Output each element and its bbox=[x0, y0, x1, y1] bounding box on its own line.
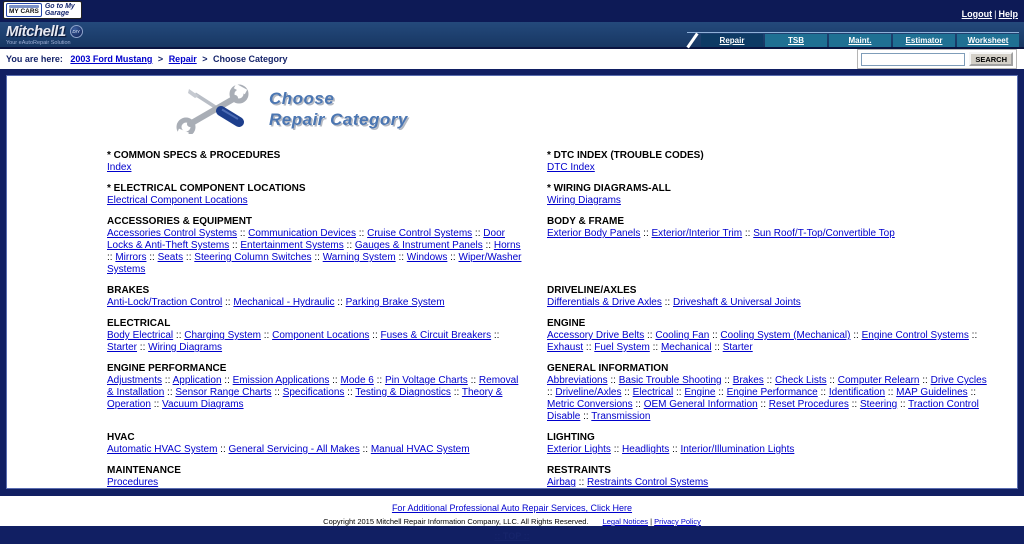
category-link[interactable]: Door Locks & Anti-Theft Systems bbox=[107, 228, 505, 251]
category-link[interactable]: Pin Voltage Charts bbox=[384, 375, 468, 386]
category-link[interactable]: Brakes bbox=[732, 375, 764, 386]
link-separator: :: bbox=[968, 330, 978, 341]
link-separator: :: bbox=[742, 228, 754, 239]
category-link[interactable]: Application bbox=[172, 375, 222, 386]
category-link[interactable]: Sun Roof/T-Top/Convertible Top bbox=[753, 228, 895, 239]
category-link[interactable]: Manual HVAC System bbox=[370, 444, 470, 455]
category-link[interactable]: Warning System bbox=[322, 252, 396, 263]
category-link[interactable]: Procedures bbox=[107, 477, 159, 488]
link-separator: :: bbox=[183, 252, 195, 263]
diy-badge-icon: DIY bbox=[70, 25, 83, 38]
category-link[interactable]: Basic Trouble Shooting bbox=[618, 375, 722, 386]
category-link[interactable]: Drive Cycles bbox=[930, 375, 987, 386]
category-links bbox=[107, 195, 522, 207]
category-link[interactable]: Abbreviations bbox=[547, 375, 608, 386]
category-link[interactable]: Parking Brake System bbox=[345, 297, 445, 308]
category-link[interactable]: Steering Column Switches bbox=[194, 252, 312, 263]
tab-estimator[interactable]: Estimator bbox=[893, 34, 955, 47]
category-title: GENERAL INFORMATION bbox=[547, 363, 669, 374]
category-link[interactable]: Restraints Control Systems bbox=[587, 477, 709, 488]
category-title: * ELECTRICAL COMPONENT LOCATIONS bbox=[107, 183, 306, 194]
category-block bbox=[107, 285, 522, 318]
link-separator: :: bbox=[472, 228, 484, 239]
category-link[interactable]: Wiring Diagrams bbox=[148, 342, 223, 353]
link-separator: :: bbox=[311, 252, 323, 263]
category-link[interactable]: Cruise Control Systems bbox=[367, 228, 473, 239]
category-link[interactable]: Horns bbox=[493, 240, 521, 251]
brand-tagline: Your eAutoRepair Solution bbox=[6, 40, 71, 46]
category-title: RESTRAINTS bbox=[547, 465, 611, 476]
category-link[interactable]: Seats bbox=[157, 252, 184, 263]
header-bar bbox=[0, 22, 1024, 49]
category-link[interactable]: Differentials & Drive Axles bbox=[547, 297, 662, 308]
category-link[interactable]: Exterior/Interior Trim bbox=[651, 228, 743, 239]
category-grid bbox=[7, 150, 1017, 489]
category-title: ENGINE PERFORMANCE bbox=[107, 363, 227, 374]
category-link[interactable]: Body Electrical bbox=[107, 330, 174, 341]
category-links bbox=[547, 330, 987, 354]
footer bbox=[0, 496, 1024, 541]
category-link[interactable]: Wiring Diagrams bbox=[547, 195, 621, 206]
link-separator: :: bbox=[848, 399, 860, 410]
crossed-tools-icon bbox=[175, 84, 255, 134]
category-link[interactable]: Airbag bbox=[547, 477, 576, 488]
category-links bbox=[547, 444, 987, 456]
top-link[interactable]: :: TOP :: bbox=[494, 531, 530, 541]
category-link[interactable]: Entertainment Systems bbox=[240, 240, 344, 251]
category-title: HVAC bbox=[107, 432, 135, 443]
category-link[interactable]: Exhaust bbox=[547, 342, 584, 353]
category-link[interactable]: Mechanical - Hydraulic bbox=[233, 297, 335, 308]
category-link[interactable]: Starter bbox=[107, 342, 138, 353]
category-link[interactable]: Adjustments bbox=[107, 375, 163, 386]
category-link[interactable]: OEM General Information bbox=[643, 399, 758, 410]
breadcrumb-vehicle-link[interactable]: 2003 Ford Mustang bbox=[70, 54, 153, 64]
help-link[interactable]: Help bbox=[998, 9, 1018, 19]
category-title: BRAKES bbox=[107, 285, 150, 296]
link-separator: :: bbox=[673, 387, 685, 398]
category-link[interactable]: Exterior Lights bbox=[547, 444, 611, 455]
breadcrumb-current-page: Choose Category bbox=[213, 54, 288, 64]
link-separator: :: bbox=[715, 387, 727, 398]
category-link[interactable]: Transmission bbox=[591, 411, 651, 422]
category-link[interactable]: Wiper/Washer Systems bbox=[107, 252, 522, 275]
tab-maint[interactable]: Maint. bbox=[829, 34, 891, 47]
link-separator: :: bbox=[447, 252, 459, 263]
link-separator: :: bbox=[359, 444, 371, 455]
top-bar bbox=[0, 0, 1024, 22]
breadcrumb-repair-link[interactable]: Repair bbox=[168, 54, 197, 64]
category-link[interactable]: Communication Devices bbox=[248, 228, 356, 239]
search-button[interactable]: SEARCH bbox=[969, 52, 1013, 66]
link-separator: :: bbox=[583, 342, 595, 353]
category-link[interactable]: Steering bbox=[859, 399, 898, 410]
link-separator: :: bbox=[271, 387, 283, 398]
link-separator: :: bbox=[757, 399, 769, 410]
category-link[interactable]: Interior/Illumination Lights bbox=[680, 444, 795, 455]
link-separator: :: bbox=[826, 375, 838, 386]
link-separator: :: bbox=[329, 375, 341, 386]
category-link[interactable]: General Servicing - All Makes bbox=[228, 444, 360, 455]
category-link[interactable]: Cooling Fan bbox=[655, 330, 710, 341]
category-title: BODY & FRAME bbox=[547, 216, 625, 227]
category-link[interactable]: Component Locations bbox=[272, 330, 370, 341]
category-links bbox=[107, 375, 522, 411]
category-link[interactable]: Theory & Operation bbox=[107, 387, 503, 410]
link-separator: :: bbox=[632, 399, 644, 410]
page-title bbox=[269, 88, 408, 130]
category-links bbox=[547, 162, 987, 174]
category-title: ENGINE bbox=[547, 318, 586, 329]
category-title: LIGHTING bbox=[547, 432, 595, 443]
breadcrumb-separator: > bbox=[202, 54, 208, 64]
category-link[interactable]: Headlights bbox=[622, 444, 670, 455]
category-link[interactable]: Electrical bbox=[632, 387, 674, 398]
breadcrumb-separator: > bbox=[157, 54, 164, 64]
category-link[interactable]: Testing & Diagnostics bbox=[355, 387, 451, 398]
search-input[interactable] bbox=[861, 53, 965, 66]
category-title: * DTC INDEX (TROUBLE CODES) bbox=[547, 150, 704, 161]
breadcrumb-prefix: You are here: bbox=[6, 54, 63, 64]
category-link[interactable]: Driveline/Axles bbox=[555, 387, 622, 398]
link-separator: :: bbox=[763, 375, 775, 386]
link-separator: :: bbox=[967, 387, 977, 398]
category-link[interactable]: Check Lists bbox=[774, 375, 827, 386]
category-link[interactable]: Starter bbox=[722, 342, 753, 353]
category-link[interactable]: Reset Procedures bbox=[768, 399, 849, 410]
category-link[interactable]: Engine Control Systems bbox=[861, 330, 969, 341]
category-link[interactable]: Gauges & Instrument Panels bbox=[354, 240, 483, 251]
category-link[interactable]: Driveshaft & Universal Joints bbox=[672, 297, 801, 308]
link-separator: :: bbox=[343, 240, 355, 251]
my-cars-plate-icon bbox=[6, 3, 42, 17]
category-link[interactable]: Cooling System (Mechanical) bbox=[720, 330, 851, 341]
category-link[interactable]: Mode 6 bbox=[340, 375, 374, 386]
category-link[interactable]: Exterior Body Panels bbox=[547, 228, 641, 239]
category-link[interactable]: Accessories Control Systems bbox=[107, 228, 238, 239]
category-links bbox=[547, 375, 987, 423]
link-separator: :: bbox=[621, 387, 633, 398]
category-block bbox=[547, 363, 987, 432]
category-block bbox=[107, 432, 522, 465]
page-header bbox=[175, 84, 1017, 134]
footer-promo-link[interactable]: For Additional Professional Auto Repair Services, Click Here bbox=[391, 503, 633, 513]
category-block bbox=[547, 216, 987, 285]
link-separator: :: bbox=[885, 387, 897, 398]
category-links bbox=[107, 228, 522, 276]
brand-name: Mitchell1 bbox=[6, 23, 66, 40]
link-separator: :: bbox=[450, 387, 462, 398]
category-block bbox=[107, 318, 522, 363]
link-separator: :: bbox=[897, 399, 909, 410]
category-title: MAINTENANCE bbox=[107, 465, 181, 476]
link-separator: :: bbox=[491, 330, 500, 341]
breadcrumb bbox=[6, 54, 288, 64]
category-link[interactable]: Mechanical bbox=[660, 342, 712, 353]
category-title: * COMMON SPECS & PROCEDURES bbox=[107, 150, 281, 161]
category-link[interactable]: Computer Relearn bbox=[837, 375, 920, 386]
category-link[interactable]: DTC Index bbox=[547, 162, 595, 173]
link-separator: :: bbox=[369, 330, 381, 341]
link-separator: :: bbox=[580, 411, 592, 422]
category-block bbox=[107, 216, 522, 285]
privacy-policy-link[interactable]: Privacy Policy bbox=[654, 517, 701, 526]
category-link[interactable]: Traction Control Disable bbox=[547, 399, 979, 422]
link-separator: :: bbox=[640, 228, 652, 239]
link-separator: :: bbox=[237, 228, 249, 239]
category-links bbox=[107, 477, 522, 489]
link-separator: :: bbox=[467, 375, 479, 386]
link-separator: :: bbox=[644, 330, 656, 341]
category-links bbox=[107, 330, 522, 354]
category-link[interactable]: Fuses & Circuit Breakers bbox=[380, 330, 492, 341]
my-cars-label: MY CARS bbox=[9, 8, 39, 15]
category-block bbox=[107, 150, 522, 183]
category-title: ACCESSORIES & EQUIPMENT bbox=[107, 216, 253, 227]
category-link[interactable]: MAP Guidelines bbox=[896, 387, 968, 398]
copyright-text: Copyright 2015 Mitchell Repair Information Company, LLC. All Rights Reserved. bbox=[323, 517, 589, 526]
link-separator: :: bbox=[162, 375, 173, 386]
category-link[interactable]: Removal & Installation bbox=[107, 375, 519, 398]
link-divider: | bbox=[994, 9, 997, 19]
category-title: DRIVELINE/AXLES bbox=[547, 285, 637, 296]
link-separator: :: bbox=[669, 444, 681, 455]
link-separator: :: bbox=[373, 375, 385, 386]
category-link[interactable]: Index bbox=[107, 162, 132, 173]
copyright-line bbox=[0, 517, 1024, 526]
tab-tsb[interactable]: TSB bbox=[765, 34, 827, 47]
category-link[interactable]: Specifications bbox=[282, 387, 345, 398]
category-block bbox=[107, 363, 522, 432]
link-separator: :: bbox=[919, 375, 931, 386]
link-separator: :: bbox=[229, 240, 241, 251]
category-block bbox=[547, 285, 987, 318]
link-separator: :: bbox=[146, 252, 158, 263]
page-title-line1: Choose bbox=[269, 89, 335, 108]
link-separator: :: bbox=[649, 342, 661, 353]
nav-tabs bbox=[687, 32, 1019, 47]
page-title-line2: Repair Category bbox=[269, 110, 408, 129]
link-separator: :: bbox=[107, 252, 116, 263]
category-block bbox=[547, 183, 987, 216]
category-link[interactable]: Metric Conversions bbox=[547, 399, 633, 410]
category-links bbox=[107, 162, 522, 174]
category-link[interactable]: Charging System bbox=[184, 330, 261, 341]
legal-notices-link[interactable]: Legal Notices bbox=[602, 517, 649, 526]
category-block bbox=[107, 183, 522, 216]
logout-link[interactable]: Logout bbox=[961, 9, 993, 19]
category-link[interactable]: Mirrors bbox=[115, 252, 147, 263]
link-separator: :: bbox=[164, 387, 176, 398]
category-link[interactable]: Windows bbox=[406, 252, 448, 263]
link-separator: :: bbox=[173, 330, 185, 341]
link-separator: :: bbox=[661, 297, 673, 308]
category-block bbox=[547, 432, 987, 465]
category-block bbox=[547, 465, 987, 489]
category-link[interactable]: Emission Applications bbox=[232, 375, 330, 386]
link-separator: :: bbox=[610, 444, 623, 455]
link-separator: :: bbox=[607, 375, 619, 386]
category-block bbox=[107, 465, 522, 489]
tab-strip-slash-decoration bbox=[687, 34, 699, 47]
category-links bbox=[547, 228, 987, 240]
category-links bbox=[547, 477, 987, 489]
link-separator: :: bbox=[260, 330, 273, 341]
link-separator: :: bbox=[217, 444, 229, 455]
tab-repair[interactable]: Repair bbox=[701, 34, 763, 47]
category-link[interactable]: Engine bbox=[684, 387, 716, 398]
tab-worksheet[interactable]: Worksheet bbox=[957, 34, 1019, 47]
category-link[interactable]: Sensor Range Charts bbox=[175, 387, 272, 398]
category-links bbox=[547, 195, 987, 207]
link-separator: :: bbox=[547, 387, 556, 398]
category-links bbox=[547, 297, 987, 309]
category-link[interactable]: Anti-Lock/Traction Control bbox=[107, 297, 223, 308]
category-link[interactable]: Fuel System bbox=[594, 342, 650, 353]
link-separator: :: bbox=[344, 387, 356, 398]
link-separator: :: bbox=[721, 375, 733, 386]
category-block bbox=[547, 318, 987, 363]
category-title: ELECTRICAL bbox=[107, 318, 171, 329]
link-separator: :: bbox=[150, 399, 163, 410]
category-link[interactable]: Engine Performance bbox=[726, 387, 818, 398]
link-separator: :: bbox=[850, 330, 862, 341]
link-separator: :: bbox=[395, 252, 407, 263]
garage-button-label: Go to My Garage bbox=[44, 3, 75, 17]
search-area bbox=[857, 49, 1017, 69]
category-block bbox=[547, 150, 987, 183]
link-separator: :: bbox=[817, 387, 829, 398]
link-separator: :: bbox=[709, 330, 721, 341]
link-separator: :: bbox=[137, 342, 149, 353]
category-title: * WIRING DIAGRAMS-ALL bbox=[547, 183, 671, 194]
footer-link-divider: | bbox=[650, 517, 653, 526]
category-link[interactable]: Electrical Component Locations bbox=[107, 195, 248, 206]
category-links bbox=[107, 444, 522, 456]
link-separator: :: bbox=[482, 240, 494, 251]
link-separator: :: bbox=[221, 375, 233, 386]
main-content bbox=[6, 75, 1018, 489]
go-to-my-garage-button[interactable] bbox=[3, 1, 82, 19]
category-links bbox=[107, 297, 522, 309]
link-separator: :: bbox=[711, 342, 723, 353]
link-separator: :: bbox=[222, 297, 234, 308]
category-link[interactable]: Accessory Drive Belts bbox=[547, 330, 645, 341]
link-separator: :: bbox=[356, 228, 368, 239]
category-link[interactable]: Automatic HVAC System bbox=[107, 444, 218, 455]
category-link[interactable]: Vacuum Diagrams bbox=[162, 399, 244, 410]
breadcrumb-row bbox=[0, 49, 1024, 69]
link-separator: :: bbox=[334, 297, 346, 308]
link-separator: :: bbox=[575, 477, 588, 488]
category-link[interactable]: Identification bbox=[828, 387, 886, 398]
